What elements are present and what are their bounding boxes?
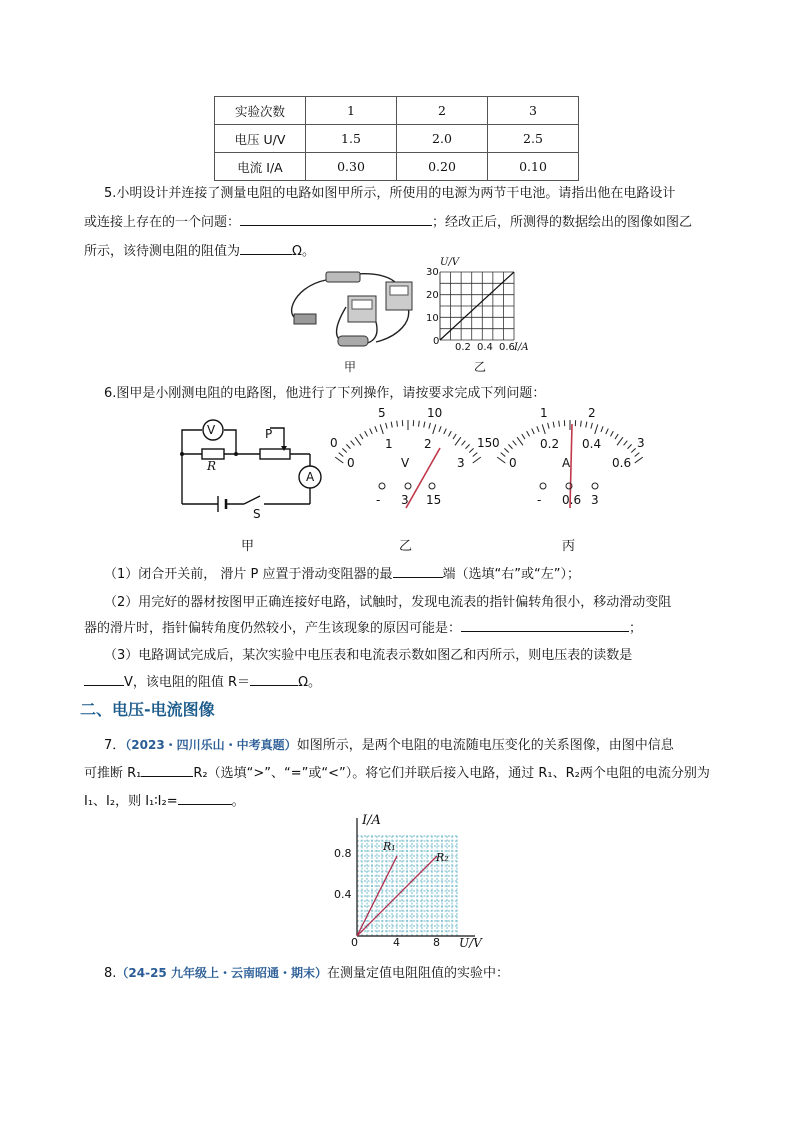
dial-tick bbox=[631, 448, 635, 452]
table-cell: 2.0 bbox=[397, 125, 488, 153]
dial-tick bbox=[424, 422, 425, 428]
dial-tick bbox=[335, 457, 343, 463]
v-terminal: 3 bbox=[401, 493, 409, 507]
dial-tick bbox=[517, 437, 523, 445]
q7-r1-label: R₁ bbox=[383, 840, 396, 853]
dial-tick bbox=[473, 453, 478, 457]
table-cell: 2 bbox=[397, 97, 488, 125]
q6-caption-bing: 丙 bbox=[562, 539, 576, 554]
table-cell: 电流 I/A bbox=[215, 153, 306, 181]
q6-blank-r[interactable] bbox=[250, 673, 298, 686]
dial-tick bbox=[473, 457, 481, 463]
table-cell: 1 bbox=[306, 97, 397, 125]
a-scale: 0 bbox=[509, 456, 517, 470]
table-row bbox=[215, 125, 579, 153]
q5-line3 bbox=[84, 240, 315, 259]
v-terminal: 15 bbox=[426, 493, 442, 507]
q7-line3 bbox=[84, 790, 245, 809]
q5-xtick: 0.4 bbox=[477, 342, 493, 353]
a-terminal: - bbox=[537, 493, 542, 507]
v-scale: 0 bbox=[330, 436, 338, 450]
q7-blank-ratio[interactable] bbox=[178, 792, 232, 805]
v-scale: 5 bbox=[378, 406, 386, 420]
q7-text: R₂（选填“>”、“=”或“<”）。将它们并联后接入电路，通过 R₁、R₂两个电阻的电流分别为 bbox=[193, 766, 710, 781]
dial-tick bbox=[501, 453, 506, 457]
dial-tick bbox=[386, 423, 387, 429]
q5-blank-resistance[interactable] bbox=[240, 242, 292, 255]
table-cell: 1.5 bbox=[306, 125, 397, 153]
q6-circuit-diagram bbox=[174, 408, 324, 520]
dial-tick bbox=[462, 441, 466, 446]
q7-xtick: 8 bbox=[433, 936, 440, 949]
table-row bbox=[215, 97, 579, 125]
dial-tick bbox=[615, 434, 618, 439]
table-cell: 2.5 bbox=[488, 125, 579, 153]
dial-tick bbox=[628, 444, 632, 448]
q6-part3-line1: （3）电路调试完成后，某次实验中电压表和电流表示数如图乙和丙所示，则电压表的读数是 bbox=[104, 648, 633, 663]
circuit-label-s: S bbox=[253, 507, 261, 521]
q5-line2 bbox=[84, 211, 692, 230]
q7-ylabel: I/A bbox=[362, 813, 381, 828]
q6-blank-reason[interactable] bbox=[461, 619, 629, 632]
dial-tick bbox=[601, 426, 603, 432]
q5-ytick: 10 bbox=[426, 313, 439, 324]
q5-circuit-illustration bbox=[286, 262, 426, 357]
q6-text: ； bbox=[629, 621, 643, 636]
rheostat-icon bbox=[338, 336, 368, 346]
dial-tick bbox=[444, 429, 447, 434]
q6-part3-line2 bbox=[84, 671, 321, 690]
a-unit: A bbox=[562, 456, 571, 470]
dial-tick bbox=[508, 444, 512, 448]
dial-tick bbox=[360, 434, 363, 439]
dial-tick bbox=[448, 431, 451, 436]
dial-tick bbox=[548, 423, 549, 429]
q7-line2 bbox=[84, 762, 710, 781]
dial-tick bbox=[419, 421, 420, 427]
dial-tick bbox=[635, 457, 643, 463]
q7-ytick: 0.8 bbox=[334, 847, 352, 860]
q5-graph-ylabel: U/V bbox=[440, 257, 460, 268]
q5-ytick: 20 bbox=[426, 290, 439, 301]
q8-number: 8. bbox=[104, 966, 117, 981]
a-scale: 2 bbox=[588, 406, 596, 420]
q5-text: ；经改正后，所测得的数据绘出的图像如图乙 bbox=[432, 215, 693, 230]
v-scale: 3 bbox=[457, 456, 465, 470]
q6-part2-line1: （2）用完好的器材按图甲正确连接好电路，试触时，发现电流表的指针偏转角很小，移动滑动变阻 bbox=[104, 595, 672, 610]
q7-blank-compare[interactable] bbox=[141, 764, 193, 777]
q7-xtick: 4 bbox=[393, 936, 400, 949]
a-scale: 1 bbox=[540, 406, 548, 420]
q7-xlabel: U/V bbox=[459, 936, 482, 950]
dial-tick bbox=[591, 423, 592, 429]
table-cell: 3 bbox=[488, 97, 579, 125]
dial-tick bbox=[351, 441, 355, 446]
dial-tick bbox=[466, 444, 470, 448]
circuit-label-v: V bbox=[207, 423, 216, 437]
dial-tick bbox=[433, 424, 436, 434]
v-terminal: - bbox=[376, 493, 381, 507]
dial-tick bbox=[581, 421, 582, 427]
dial-tick bbox=[339, 453, 344, 457]
q7-text: 如图所示，是两个电阻的电流随电压变化的关系图像，由图中信息 bbox=[296, 738, 674, 753]
dial-tick bbox=[455, 437, 461, 445]
a-scale: 0.6 bbox=[612, 456, 632, 470]
switch-icon bbox=[294, 314, 316, 324]
dial-tick bbox=[439, 426, 441, 432]
table-cell: 0.30 bbox=[306, 153, 397, 181]
q5-line1: 5.小明设计并连接了测量电阻的电路如图甲所示，所使用的电源为两节干电池。请指出他在电路设计 bbox=[104, 186, 676, 201]
dial-tick bbox=[380, 424, 383, 434]
dial-tick bbox=[553, 422, 554, 428]
a-scale: 3 bbox=[637, 436, 645, 450]
battery-icon bbox=[326, 272, 360, 282]
q5-graph-xlabel: I/A bbox=[514, 342, 529, 353]
q5-ytick: 30 bbox=[426, 267, 439, 278]
q6-text: 端（选填“右”或“左”）； bbox=[442, 567, 580, 582]
dial-tick bbox=[469, 448, 473, 452]
dial-tick bbox=[617, 437, 623, 445]
dial-tick bbox=[586, 422, 587, 428]
q5-caption-jia: 甲 bbox=[344, 360, 357, 374]
a-scale: 0.4 bbox=[582, 437, 602, 451]
dial-tick bbox=[429, 423, 430, 429]
a-terminal-knobs bbox=[533, 478, 603, 496]
q8-line bbox=[104, 962, 509, 981]
v-unit: V bbox=[401, 456, 410, 470]
q6-part1 bbox=[104, 563, 580, 582]
dial-tick bbox=[559, 421, 560, 427]
dial-tick bbox=[375, 426, 377, 432]
q5-text: Ω。 bbox=[292, 244, 315, 259]
dial-tick bbox=[635, 453, 640, 457]
dial-tick bbox=[497, 457, 505, 463]
q6-part2-line2 bbox=[84, 617, 642, 636]
dial-tick bbox=[532, 429, 535, 434]
q6-text: V，该电阻的阻值 R＝ bbox=[124, 675, 251, 690]
q6-text: 器的滑片时，指针偏转角度仍然较小，产生该现象的原因可能是： bbox=[84, 621, 462, 636]
dial-tick bbox=[606, 429, 609, 434]
q8-source: （24-25 九年级上・云南昭通・期末） bbox=[116, 966, 327, 980]
q6-caption-jia: 甲 bbox=[241, 539, 255, 554]
q5-xtick: 0.6 bbox=[499, 342, 515, 353]
q7-line1 bbox=[104, 734, 674, 753]
v-terminal-knobs bbox=[370, 478, 440, 496]
dial-tick bbox=[342, 448, 346, 452]
v-scale: 15 bbox=[477, 436, 493, 450]
q6-caption-yi: 乙 bbox=[399, 539, 413, 554]
circuit-label-a: A bbox=[306, 470, 315, 484]
dial-tick bbox=[391, 422, 392, 428]
circuit-label-r: R bbox=[207, 459, 217, 473]
q7-iu-chart bbox=[330, 812, 490, 952]
table-cell: 实验次数 bbox=[215, 97, 306, 125]
q7-text: 。 bbox=[231, 794, 245, 809]
dial-tick bbox=[365, 431, 368, 436]
a-terminal: 3 bbox=[591, 493, 599, 507]
q7-text: I₁、I₂，则 I₁∶I₂= bbox=[84, 794, 178, 809]
table-row bbox=[215, 153, 579, 181]
q6-text: Ω。 bbox=[298, 675, 321, 690]
v-scale: 0 bbox=[347, 456, 355, 470]
q8-text: 在测量定值电阻阻值的实验中： bbox=[326, 966, 509, 981]
circuit-label-p: P bbox=[265, 427, 273, 441]
dial-tick bbox=[522, 434, 525, 439]
v-scale: 2 bbox=[424, 437, 432, 451]
dial-tick bbox=[504, 448, 508, 452]
v-scale: 1 bbox=[385, 437, 393, 451]
q5-text: 或连接上存在的一个问题： bbox=[84, 215, 241, 230]
section-heading: 二、电压-电流图像 bbox=[80, 700, 215, 719]
q6-intro: 6.图甲是小刚测电阻的电路图，他进行了下列操作，请按要求完成下列问题： bbox=[104, 386, 546, 401]
table-cell: 电压 U/V bbox=[215, 125, 306, 153]
dial-tick bbox=[513, 441, 517, 446]
q7-source: （2023・四川乐山・中考真题） bbox=[125, 738, 297, 752]
dial-tick bbox=[346, 444, 350, 448]
a-terminal: 0.6 bbox=[562, 493, 582, 507]
a-scale: 0.2 bbox=[540, 437, 560, 451]
q7-number: 7． bbox=[104, 738, 126, 753]
dial-tick bbox=[595, 424, 598, 434]
dial-tick bbox=[610, 431, 613, 436]
q7-ytick: 0.4 bbox=[334, 888, 352, 901]
q5-xtick: 0.2 bbox=[455, 342, 471, 353]
q5-caption-yi: 乙 bbox=[474, 360, 487, 374]
data-table bbox=[214, 96, 579, 181]
dial-tick bbox=[542, 424, 545, 434]
dial-tick bbox=[453, 434, 456, 439]
dial-tick bbox=[537, 426, 539, 432]
switch-symbol bbox=[244, 496, 260, 504]
dial-tick bbox=[370, 429, 373, 434]
q5-blank-problem[interactable] bbox=[240, 213, 432, 226]
dial-tick bbox=[397, 421, 398, 427]
rheostat-symbol bbox=[260, 449, 290, 459]
q6-text: （1）闭合开关前， 滑片 P 应置于滑动变阻器的最 bbox=[104, 567, 393, 582]
table-cell: 0.20 bbox=[397, 153, 488, 181]
a-scale: 0 bbox=[492, 436, 500, 450]
q5-ytick: 0 bbox=[433, 336, 440, 347]
q5-text: 所示，该待测电阻的阻值为 bbox=[84, 244, 241, 259]
q6-blank-end[interactable] bbox=[393, 565, 443, 578]
dial-tick bbox=[624, 441, 628, 446]
q6-blank-voltage[interactable] bbox=[84, 673, 124, 686]
v-scale: 10 bbox=[427, 406, 443, 420]
q7-text: 可推断 R₁ bbox=[84, 766, 142, 781]
table-cell: 0.10 bbox=[488, 153, 579, 181]
dial-tick bbox=[355, 437, 361, 445]
dial-tick bbox=[527, 431, 530, 436]
q7-xtick: 0 bbox=[351, 936, 358, 949]
q7-r2-label: R₂ bbox=[436, 851, 449, 864]
resistor-symbol bbox=[202, 449, 224, 459]
